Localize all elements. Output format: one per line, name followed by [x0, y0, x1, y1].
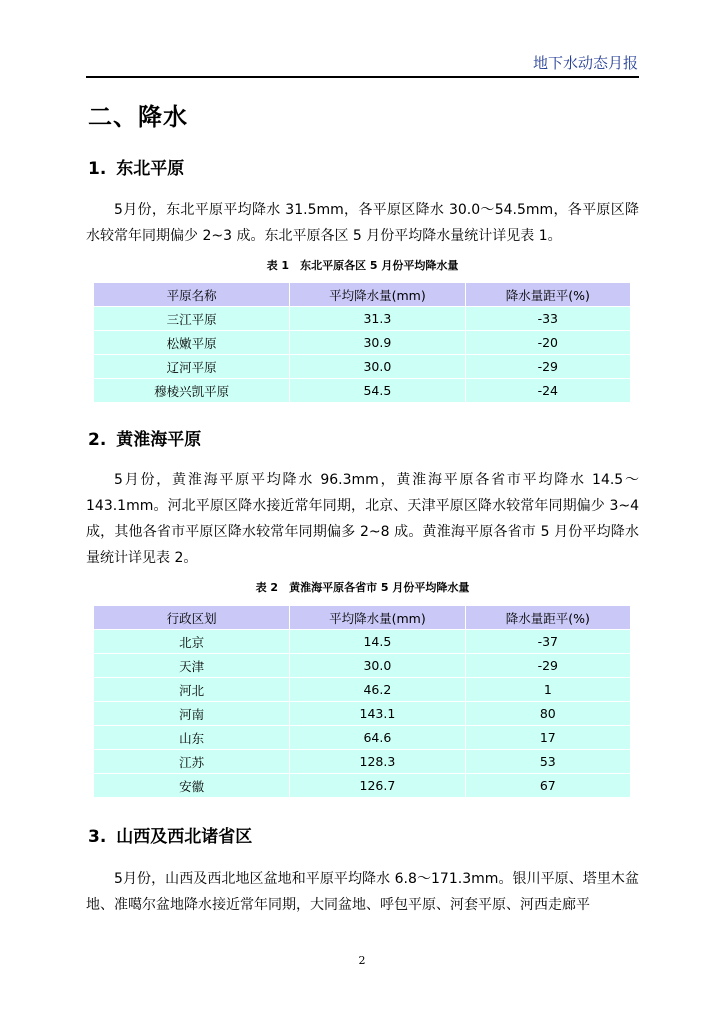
table-cell: 山东: [94, 725, 290, 749]
paragraph-huanghuaihai: 5月份，黄淮海平原平均降水 96.3mm，黄淮海平原各省市平均降水 14.5～143.1mm。河北平原区降水接近常年同期，北京、天津平原区降水较常年同期偏少 3~4 成，其他各省市平原区降水较常年同期偏多 2~8 成。黄淮海平原各省市 5 月份平均降水量统计详见表 2。: [86, 472, 639, 566]
table-cell: 128.3: [290, 749, 465, 773]
table-row: [94, 330, 630, 354]
table-cell: 1: [466, 677, 630, 701]
subsection-2-heading: [88, 425, 201, 450]
table-cell: 80: [466, 701, 630, 725]
column-header: 平均降水量(mm): [290, 606, 465, 629]
table-cell: -24: [466, 378, 630, 402]
column-header: 平原名称: [94, 283, 290, 306]
table-1-caption: 表 1 东北平原各区 5 月份平均降水量: [266, 259, 459, 272]
table-cell: 江苏: [94, 749, 290, 773]
subsection-number: 3.: [88, 827, 107, 847]
table-cell: 143.1: [290, 701, 465, 725]
table-cell: 安徽: [94, 773, 290, 797]
table-cell: 53: [466, 749, 630, 773]
table-cell: 67: [466, 773, 630, 797]
subsection-number: 2.: [88, 430, 107, 450]
table-row: [94, 354, 630, 378]
table-cell: 北京: [94, 629, 290, 653]
paragraph-shanxi-northwest: 5月份，山西及西北地区盆地和平原平均降水 6.8～171.3mm。银川平原、塔里木盆地、准噶尔盆地降水接近常年同期，大同盆地、呼包平原、河套平原、河西走廊平: [86, 871, 639, 913]
table-row: [94, 629, 630, 653]
table-cell: 辽河平原: [94, 354, 290, 378]
table-row: [94, 773, 630, 797]
table-cell: -37: [466, 629, 630, 653]
table-cell: 30.0: [290, 653, 465, 677]
table-cell: 64.6: [290, 725, 465, 749]
table-cell: 三江平原: [94, 306, 290, 330]
table-cell: 126.7: [290, 773, 465, 797]
table-cell: 河北: [94, 677, 290, 701]
page-number: 2: [358, 954, 366, 967]
table-cell: 河南: [94, 701, 290, 725]
subsection-1-heading: [88, 154, 184, 179]
table-cell: -29: [466, 354, 630, 378]
subsection-title: 山西及西北诸省区: [116, 827, 253, 847]
table-cell: 46.2: [290, 677, 465, 701]
table-cell: -29: [466, 653, 630, 677]
column-header: 降水量距平(%): [466, 606, 630, 629]
subsection-title: 东北平原: [116, 159, 185, 179]
report-header-title: 地下水动态月报: [532, 54, 638, 72]
table-cell: 14.5: [290, 629, 465, 653]
table-row: [94, 701, 630, 725]
column-header: 行政区划: [94, 606, 290, 629]
table-2: [94, 606, 630, 797]
subsection-title: 黄淮海平原: [116, 430, 202, 450]
table-cell: 30.0: [290, 354, 465, 378]
section-title: 二、降水: [88, 102, 188, 131]
column-header: 平均降水量(mm): [290, 283, 465, 306]
table-row: [94, 306, 630, 330]
table-cell: 穆棱兴凯平原: [94, 378, 290, 402]
table-cell: -20: [466, 330, 630, 354]
table-cell: 31.3: [290, 306, 465, 330]
table-cell: -33: [466, 306, 630, 330]
subsection-3-heading: [88, 822, 252, 847]
table-row: [94, 749, 630, 773]
table-row: [94, 653, 630, 677]
table-row: [94, 677, 630, 701]
table-cell: 17: [466, 725, 630, 749]
subsection-number: 1.: [88, 159, 107, 179]
table-header-row: [94, 283, 630, 306]
table-cell: 松嫩平原: [94, 330, 290, 354]
table-cell: 30.9: [290, 330, 465, 354]
table-cell: 天津: [94, 653, 290, 677]
table-cell: 54.5: [290, 378, 465, 402]
table-row: [94, 378, 630, 402]
column-header: 降水量距平(%): [466, 283, 630, 306]
paragraph-northeast: 5月份，东北平原平均降水 31.5mm，各平原区降水 30.0～54.5mm，各平原区降水较常年同期偏少 2~3 成。东北平原各区 5 月份平均降水量统计详见表 1。: [86, 202, 639, 244]
table-header-row: [94, 606, 630, 629]
table-2-caption: 表 2 黄淮海平原各省市 5 月份平均降水量: [255, 581, 470, 594]
table-1: [94, 283, 630, 402]
header-divider: [86, 76, 639, 78]
table-row: [94, 725, 630, 749]
